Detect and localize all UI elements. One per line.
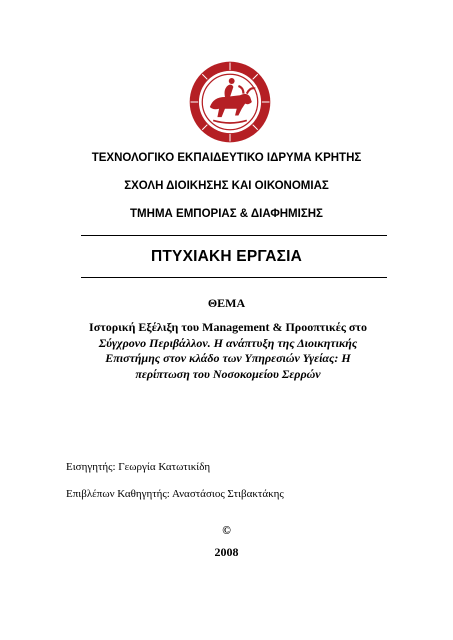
copyright-symbol: ©	[222, 525, 231, 537]
document-title: ΠΤΥΧΙΑΚΗ ΕΡΓΑΣΙΑ	[150, 248, 303, 265]
bottom-divider	[81, 277, 387, 278]
subject-text	[66, 320, 390, 382]
school-name: ΣΧΟΛΗ ΔΙΟΙΚΗΣΗΣ ΚΑΙ ΟΙΚΟΝΟΜΙΑΣ	[124, 180, 329, 192]
presenter-field: Εισηγητής: Γεωργία Κατωτικίδη	[66, 461, 211, 473]
supervisor-field: Επιβλέπων Καθηγητής: Αναστάσιος Στιβακτάκης	[66, 488, 284, 500]
subject-line-2: Σύγχρονο Περιβάλλον. Η ανάπτυξη της Διοικητικής	[98, 335, 358, 350]
subject-line-4: περίπτωση του Νοσοκομείου Σερρών	[135, 366, 321, 381]
institution-logo-icon	[188, 60, 272, 144]
subject-heading: ΘΕΜΑ	[207, 296, 246, 310]
top-divider	[81, 235, 387, 236]
department-name: ΤΜΗΜΑ ΕΜΠΟΡΙΑΣ & ΔΙΑΦΗΜΙΣΗΣ	[130, 208, 323, 220]
subject-line-3: Επιστήμης στον κλάδο των Υπηρεσιών Υγείας: Η	[105, 351, 351, 365]
document-year: 2008	[214, 545, 239, 559]
subject-line-1: Ιστορική Εξέλιξη του Management & Προοπτικές στο	[89, 320, 367, 334]
institution-name: ΤΕΧΝΟΛΟΓΙΚΟ ΕΚΠΑΙΔΕΥΤΙΚΟ ΙΔΡΥΜΑ ΚΡΗΤΗΣ	[91, 152, 362, 164]
